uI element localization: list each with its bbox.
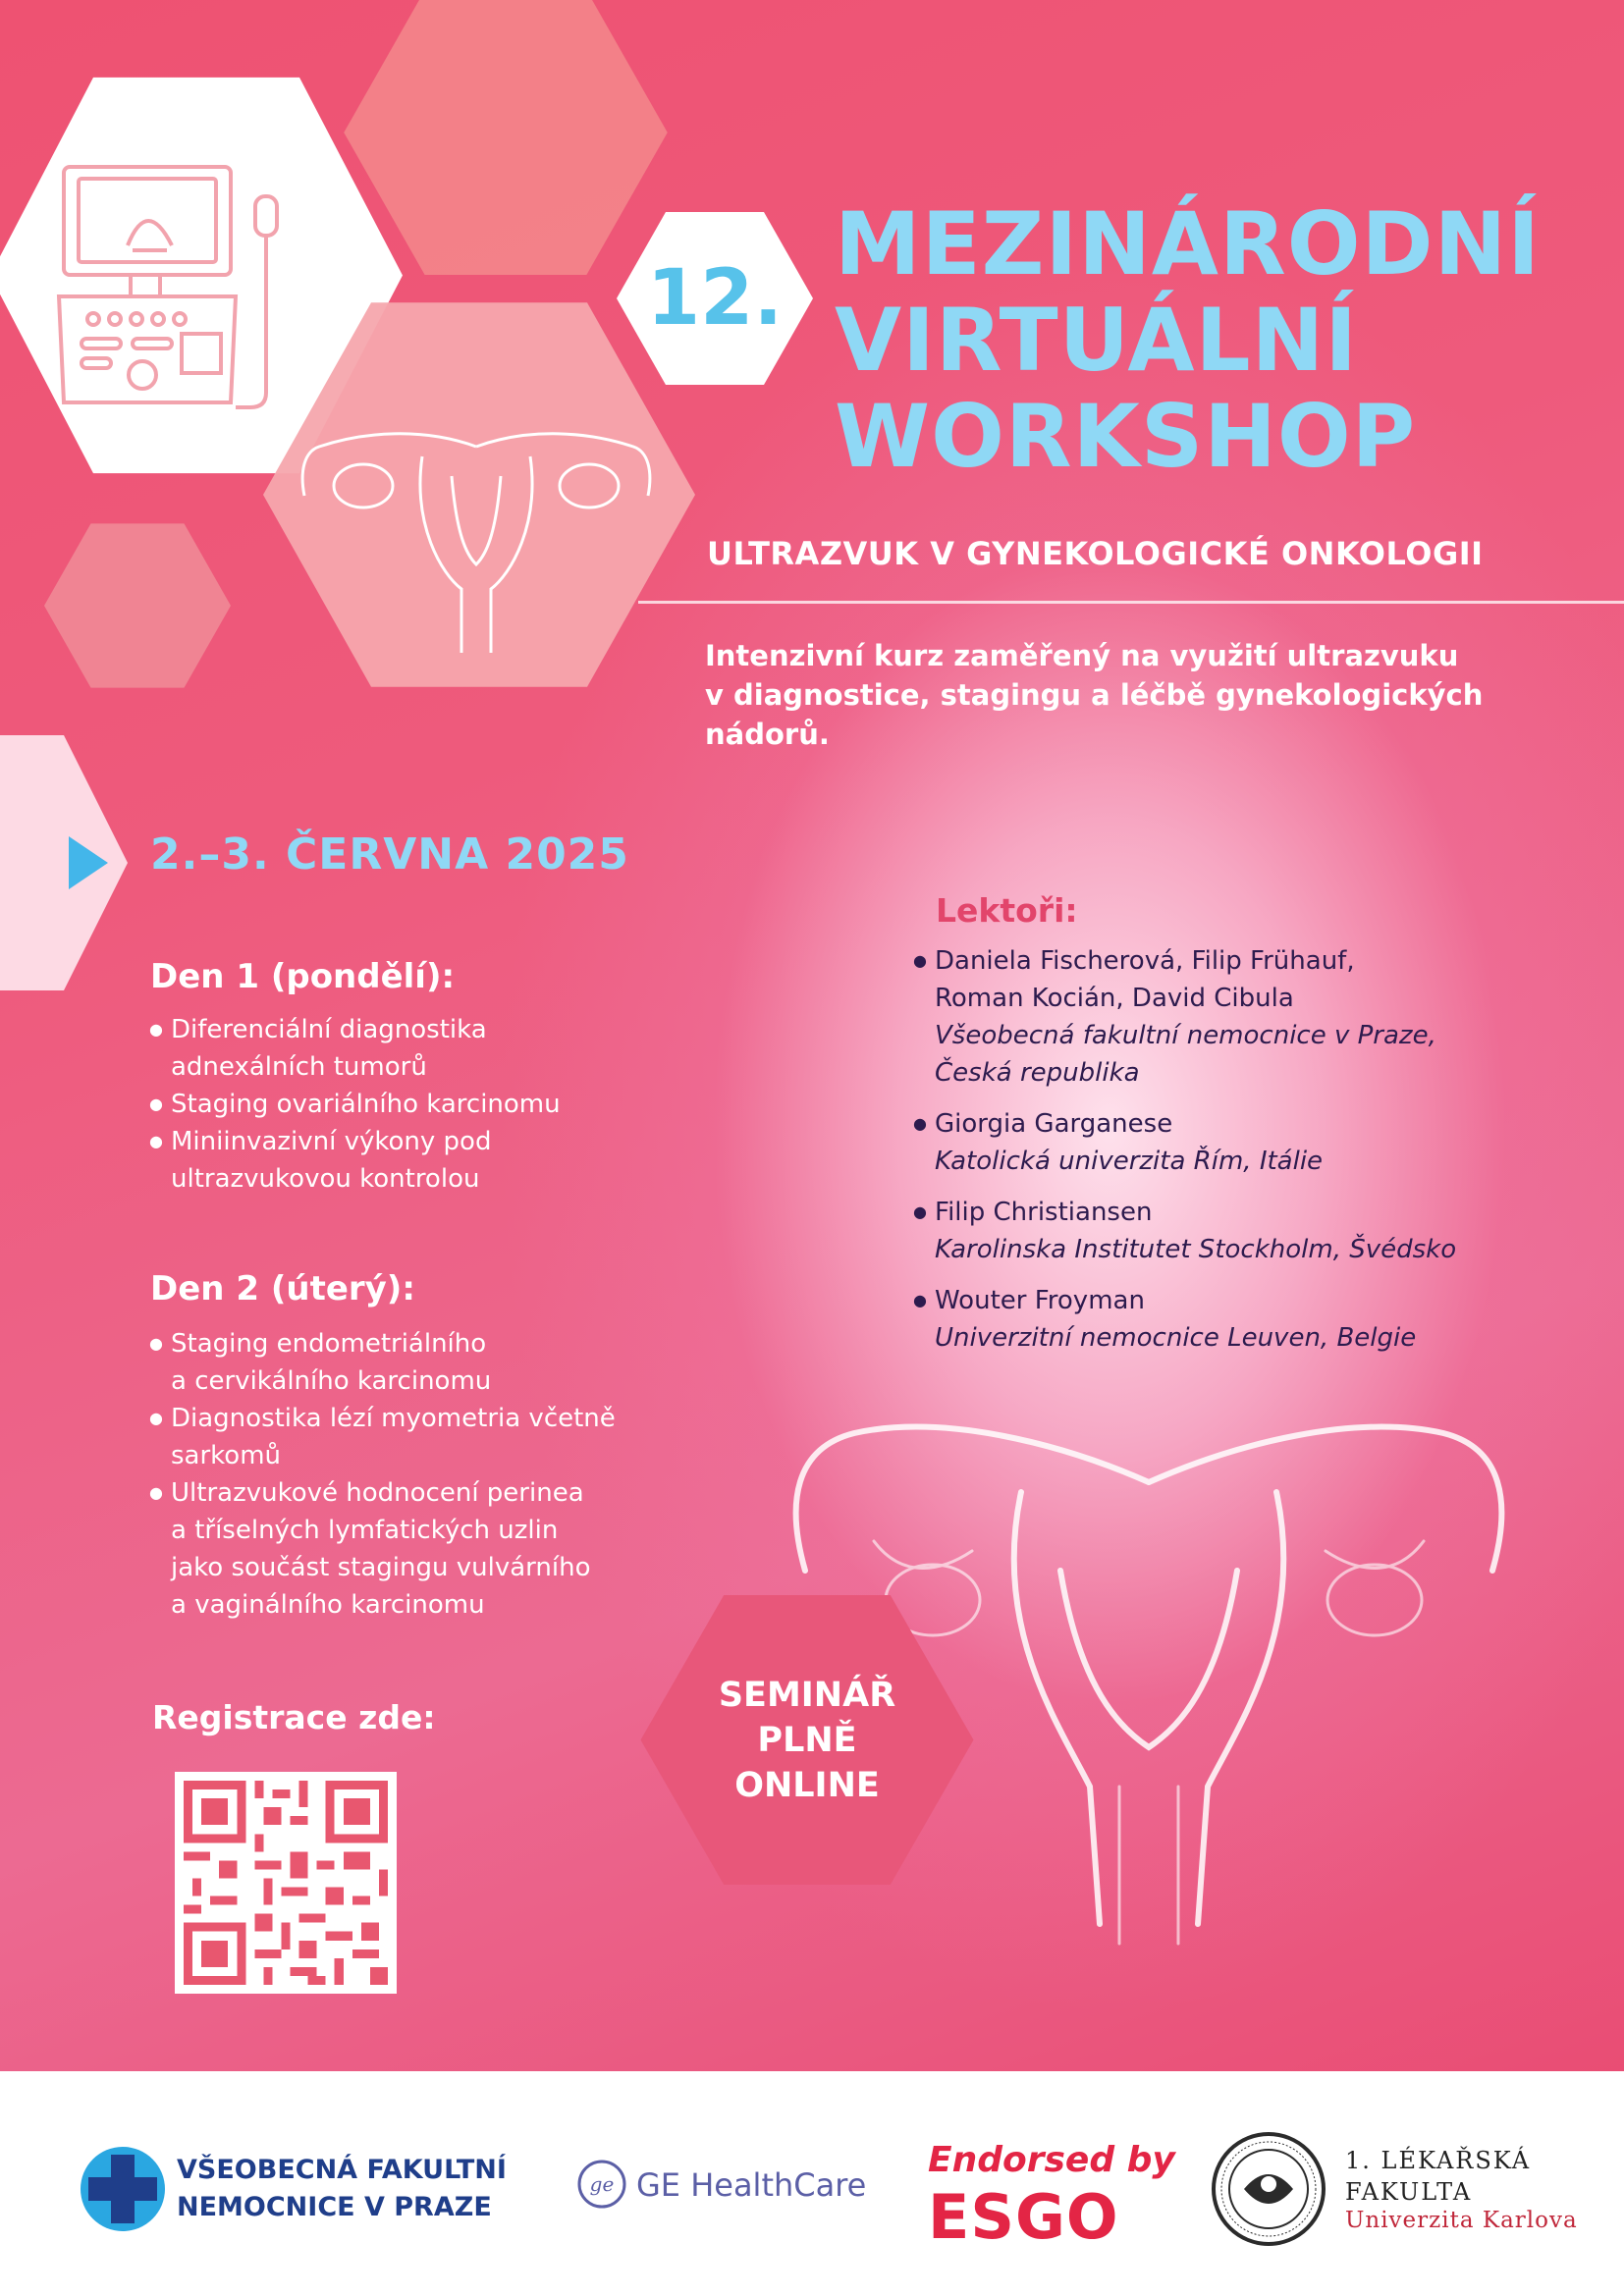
- list-item-line: a tříselných lymfatických uzlin: [171, 1516, 559, 1545]
- faculty-seal-icon: [1210, 2130, 1327, 2248]
- subtitle: ULTRAZVUK V GYNEKOLOGICKÉ ONKOLOGII: [707, 535, 1484, 572]
- lecturer-item: [913, 1105, 1456, 1180]
- list-item: [149, 1011, 561, 1086]
- list-item: [149, 1400, 616, 1474]
- lecturer-institution: Karolinska Institutet Stockholm, Švédsko: [935, 1235, 1457, 1264]
- description-line: Intenzivní kurz zaměřený na využití ultrazvuku: [705, 639, 1459, 672]
- list-item: [149, 1474, 616, 1624]
- divider: [638, 601, 1624, 604]
- lecturer-names: Roman Kocián, David Cibula: [935, 984, 1294, 1013]
- day2-title: Den 2 (úterý):: [150, 1269, 415, 1308]
- lecturer-institution: Katolická univerzita Řím, Itálie: [935, 1147, 1324, 1176]
- lecturer-institution: Všeobecná fakultní nemocnice v Praze,: [935, 1021, 1436, 1050]
- lf-line: FAKULTA: [1345, 2178, 1473, 2206]
- workshop-title: [835, 193, 1541, 487]
- list-item-line: a vaginálního karcinomu: [171, 1590, 485, 1620]
- hex-small-left: [44, 523, 231, 688]
- list-item-line: ● Staging ovariálního karcinomu: [171, 1090, 561, 1119]
- play-arrow-icon: [69, 836, 108, 889]
- edition-number: 12.: [646, 254, 784, 343]
- list-item-line: ultrazvukovou kontrolou: [171, 1164, 480, 1194]
- list-item-line: ● Diagnostika lézí myometria včetně: [171, 1404, 616, 1433]
- list-item: [149, 1123, 561, 1198]
- lf-line: 1. LÉKAŘSKÁ: [1345, 2147, 1532, 2174]
- ge-healthcare-logo-text: GE HealthCare: [636, 2166, 867, 2204]
- title-line: WORKSHOP: [835, 386, 1417, 487]
- lecturer-item: [913, 1282, 1456, 1357]
- lecturer-institution: Univerzitní nemocnice Leuven, Belgie: [935, 1323, 1417, 1353]
- lecturer-institution: Česká republika: [935, 1058, 1140, 1088]
- ge-monogram-icon: [577, 2160, 626, 2209]
- day2-list: [149, 1325, 616, 1624]
- list-item-line: ● Staging endometriálního: [171, 1329, 487, 1359]
- vfn-line: VŠEOBECNÁ FAKULTNÍ: [177, 2155, 507, 2185]
- seminar-line: SEMINÁŘ: [718, 1675, 896, 1715]
- esgo-endorsed-text: Endorsed by: [928, 2140, 1175, 2180]
- lecturer-item: [913, 1194, 1456, 1268]
- lecturer-names: ● Daniela Fischerová, Filip Frühauf,: [935, 946, 1355, 976]
- lecturer-names: ● Wouter Froyman: [935, 1286, 1145, 1315]
- lf-logo-text: [1345, 2145, 1531, 2208]
- vfn-line: NEMOCNICE V PRAZE: [177, 2192, 492, 2222]
- title-line: MEZINÁRODNÍ: [835, 193, 1541, 294]
- description-line: v diagnostice, stagingu a léčbě gynekologických nádorů.: [705, 678, 1484, 751]
- lf-university-text: Univerzita Karlova: [1345, 2208, 1578, 2233]
- title-line: VIRTUÁLNÍ: [835, 290, 1359, 391]
- day1-title: Den 1 (pondělí):: [150, 957, 456, 996]
- list-item-line: a cervikálního karcinomu: [171, 1366, 492, 1396]
- day1-list: [149, 1011, 561, 1198]
- vfn-cross-icon: [79, 2145, 167, 2233]
- ultrasound-machine-icon: [54, 157, 295, 412]
- lecturers-title: Lektoři:: [936, 891, 1078, 930]
- lecturers-list: [913, 942, 1456, 1370]
- list-item-line: ● Ultrazvukové hodnocení perinea: [171, 1478, 584, 1508]
- list-item: [149, 1086, 561, 1123]
- svg-text:ge: ge: [589, 2172, 615, 2196]
- lecturer-names: ● Giorgia Garganese: [935, 1109, 1173, 1139]
- lecturer-names: ● Filip Christiansen: [935, 1198, 1153, 1227]
- seminar-line: ONLINE: [734, 1765, 880, 1805]
- registration-label: Registrace zde:: [152, 1698, 436, 1736]
- event-date: 2.–3. ČERVNA 2025: [150, 829, 629, 880]
- qr-code[interactable]: [175, 1772, 397, 1994]
- list-item-line: adnexálních tumorů: [171, 1052, 427, 1082]
- list-item-line: ● Miniinvazivní výkony pod: [171, 1127, 492, 1156]
- list-item-line: ● Diferenciální diagnostika: [171, 1015, 487, 1044]
- description: [705, 636, 1589, 754]
- lecturer-item: [913, 942, 1456, 1092]
- hex-date-left: [0, 731, 128, 994]
- list-item: [149, 1325, 616, 1400]
- seminar-online-badge: [640, 1595, 974, 1885]
- seminar-line: PLNĚ: [757, 1720, 857, 1760]
- list-item-line: sarkomů: [171, 1441, 282, 1470]
- list-item-line: jako součást stagingu vulvárního: [171, 1553, 591, 1582]
- esgo-logo-text: ESGO: [928, 2181, 1119, 2253]
- uterus-outline-icon: [295, 417, 658, 663]
- vfn-logo-text: [177, 2152, 507, 2226]
